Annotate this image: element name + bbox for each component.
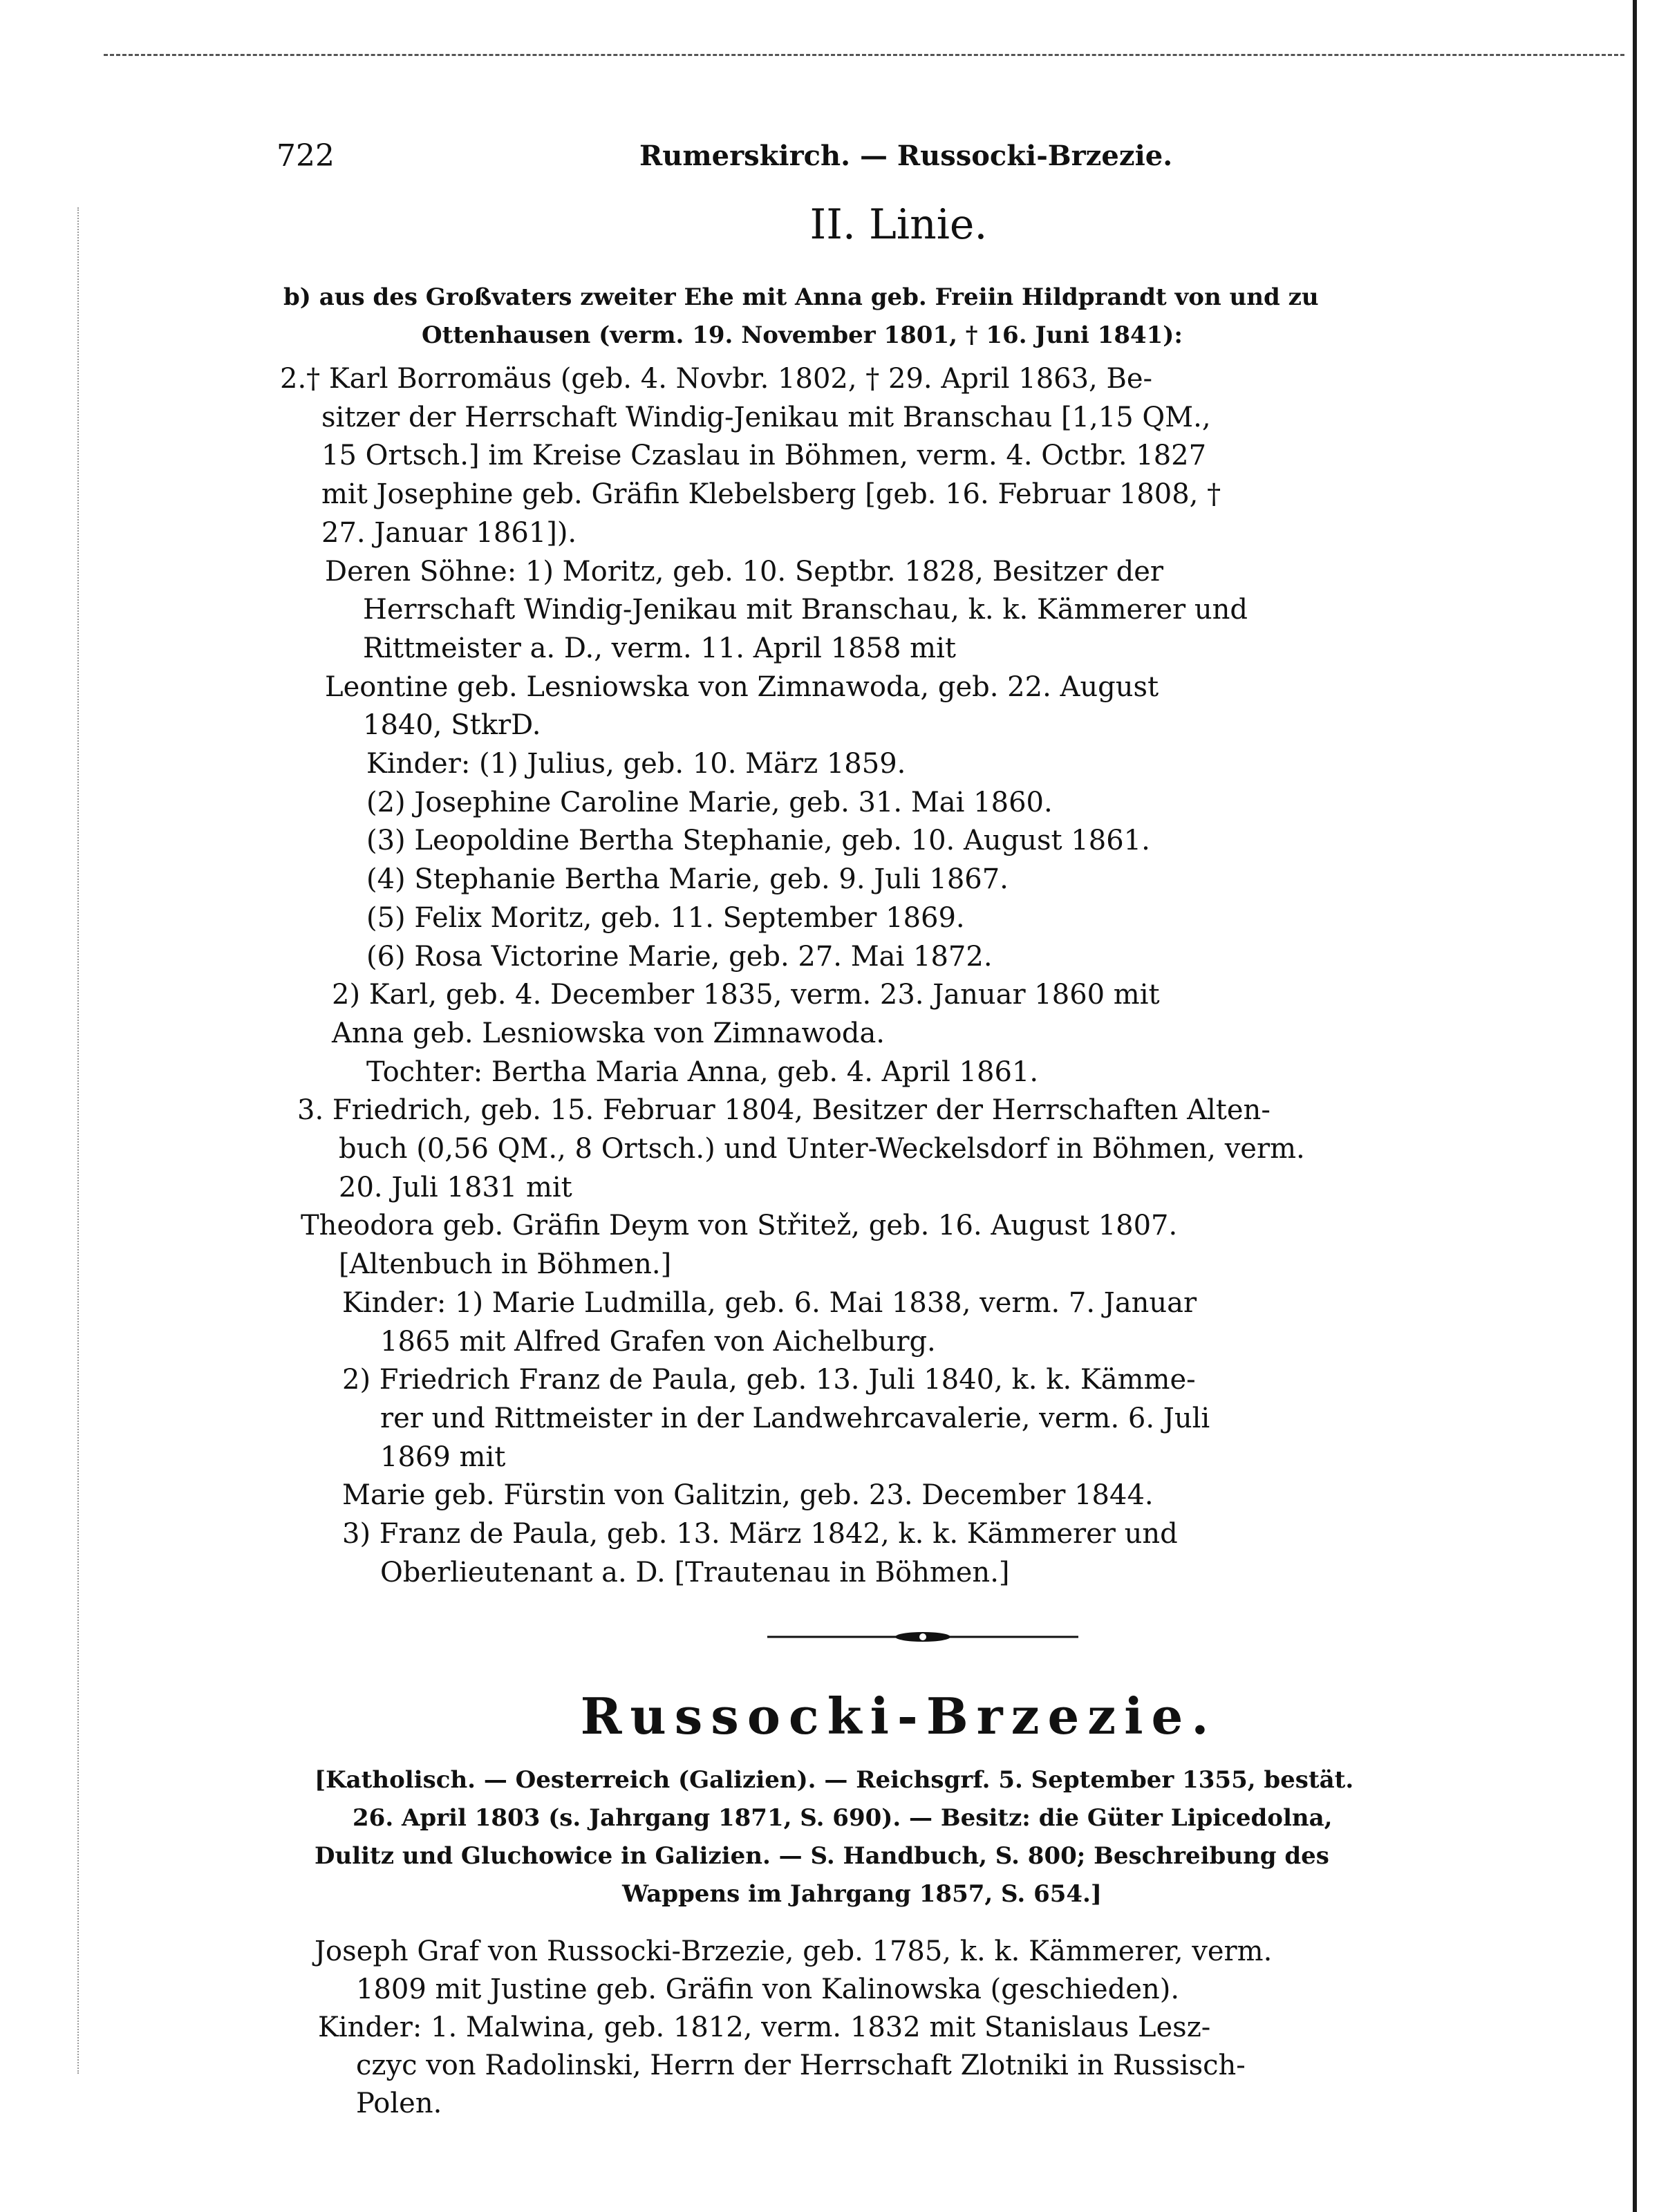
entry-line: 2.† Karl Borromäus (geb. 4. Novbr. 1802, † 29. April 1863, Be- xyxy=(280,363,1153,395)
family-info-line: 26. April 1803 (s. Jahrgang 1871, S. 690). — Besitz: die Güter Lipicedolna, xyxy=(353,1804,1333,1832)
page-top-edge xyxy=(104,54,1624,56)
entry-line: 15 Ortsch.] im Kreise Czaslau in Böhmen, verm. 4. Octbr. 1827 xyxy=(321,440,1207,472)
family-entry-line: Joseph Graf von Russocki-Brzezie, geb. 1785, k. k. Kämmerer, verm. xyxy=(315,1936,1273,1967)
entry-line: 2) Karl, geb. 4. December 1835, verm. 23. Januar 1860 mit xyxy=(332,979,1160,1011)
family-entry-line: Polen. xyxy=(356,2088,442,2119)
entry-line: (2) Josephine Caroline Marie, geb. 31. Mai 1860. xyxy=(366,786,1053,818)
entry-line: Herrschaft Windig-Jenikau mit Branschau, k. k. Kämmerer und xyxy=(363,594,1248,626)
family-title: Russocki-Brzezie. xyxy=(580,1687,1217,1745)
entry-line: 3. Friedrich, geb. 15. Februar 1804, Besitzer der Herrschaften Alten- xyxy=(297,1094,1271,1127)
entry-line: 2) Friedrich Franz de Paula, geb. 13. Juli 1840, k. k. Kämme- xyxy=(342,1364,1196,1396)
entry-line: Tochter: Bertha Maria Anna, geb. 4. April 1861. xyxy=(366,1056,1039,1088)
intro-line: Ottenhausen (verm. 19. November 1801, † 16. Juni 1841): xyxy=(422,321,1183,349)
family-entry-line: Kinder: 1. Malwina, geb. 1812, verm. 1832 mit Stanislaus Lesz- xyxy=(318,2012,1211,2043)
entry-line: 1865 mit Alfred Grafen von Aichelburg. xyxy=(380,1325,936,1358)
entry-line: 3) Franz de Paula, geb. 13. März 1842, k. k. Kämmerer und xyxy=(342,1518,1178,1550)
entry-line: Kinder: (1) Julius, geb. 10. März 1859. xyxy=(366,748,906,780)
entry-line: 1869 mit xyxy=(380,1441,506,1473)
entry-line: rer und Rittmeister in der Landwehrcavalerie, verm. 6. Juli xyxy=(380,1402,1210,1434)
entry-line: 1840, StkrD. xyxy=(363,709,541,742)
entry-line: (5) Felix Moritz, geb. 11. September 1869. xyxy=(366,901,965,934)
entry-line: (6) Rosa Victorine Marie, geb. 27. Mai 1872. xyxy=(366,940,993,973)
ornament-divider xyxy=(767,1630,1078,1644)
entry-line: Marie geb. Fürstin von Galitzin, geb. 23. December 1844. xyxy=(342,1479,1154,1512)
entry-line: [Altenbuch in Böhmen.] xyxy=(339,1248,672,1281)
running-head: Rumerskirch. — Russocki-Brzezie. xyxy=(639,140,1173,172)
intro-line: b) aus des Großvaters zweiter Ehe mit Anna geb. Freiin Hildprandt von und zu xyxy=(283,283,1319,311)
page-header xyxy=(276,138,1521,180)
entry-line: Oberlieutenant a. D. [Trautenau in Böhmen.] xyxy=(380,1556,1010,1588)
entry-line: Kinder: 1) Marie Ludmilla, geb. 6. Mai 1838, verm. 7. Januar xyxy=(342,1286,1197,1319)
family-info-line: Wappens im Jahrgang 1857, S. 654.] xyxy=(622,1880,1102,1908)
entry-line: 20. Juli 1831 mit xyxy=(339,1171,572,1203)
entry-line: Leontine geb. Lesniowska von Zimnawoda, geb. 22. August xyxy=(325,671,1159,703)
family-entry-line: czyc von Radolinski, Herrn der Herrschaft Zlotniki in Russisch- xyxy=(356,2050,1246,2081)
entry-line: 27. Januar 1861]). xyxy=(321,516,577,549)
entry-line: Anna geb. Lesniowska von Zimnawoda. xyxy=(332,1017,885,1049)
entry-line: buch (0,56 QM., 8 Ortsch.) und Unter-Weckelsdorf in Böhmen, verm. xyxy=(339,1133,1305,1165)
entry-line: Deren Söhne: 1) Moritz, geb. 10. Septbr. 1828, Besitzer der xyxy=(325,555,1164,588)
page-left-edge xyxy=(77,207,79,2074)
entry-line: Rittmeister a. D., verm. 11. April 1858 mit xyxy=(363,632,956,664)
entry-line: (3) Leopoldine Bertha Stephanie, geb. 10. August 1861. xyxy=(366,825,1150,857)
family-info-line: Dulitz und Gluchowice in Galizien. — S. Handbuch, S. 800; Beschreibung des xyxy=(315,1842,1329,1870)
family-info-line: [Katholisch. — Oesterreich (Galizien). — Reichsgrf. 5. September 1355, bestät. xyxy=(315,1766,1354,1794)
page-number: 722 xyxy=(276,138,335,174)
family-entry-line: 1809 mit Justine geb. Gräfin von Kalinowska (geschieden). xyxy=(356,1974,1180,2005)
entry-line: (4) Stephanie Bertha Marie, geb. 9. Juli 1867. xyxy=(366,863,1009,896)
section-title: II. Linie. xyxy=(809,200,988,249)
entry-line: mit Josephine geb. Gräfin Klebelsberg [geb. 16. Februar 1808, † xyxy=(321,478,1221,511)
entry-line: sitzer der Herrschaft Windig-Jenikau mit Branschau [1,15 QM., xyxy=(321,401,1211,433)
entry-line: Theodora geb. Gräfin Deym von Střitež, geb. 16. August 1807. xyxy=(301,1210,1178,1242)
page-right-edge xyxy=(1633,0,1637,2212)
